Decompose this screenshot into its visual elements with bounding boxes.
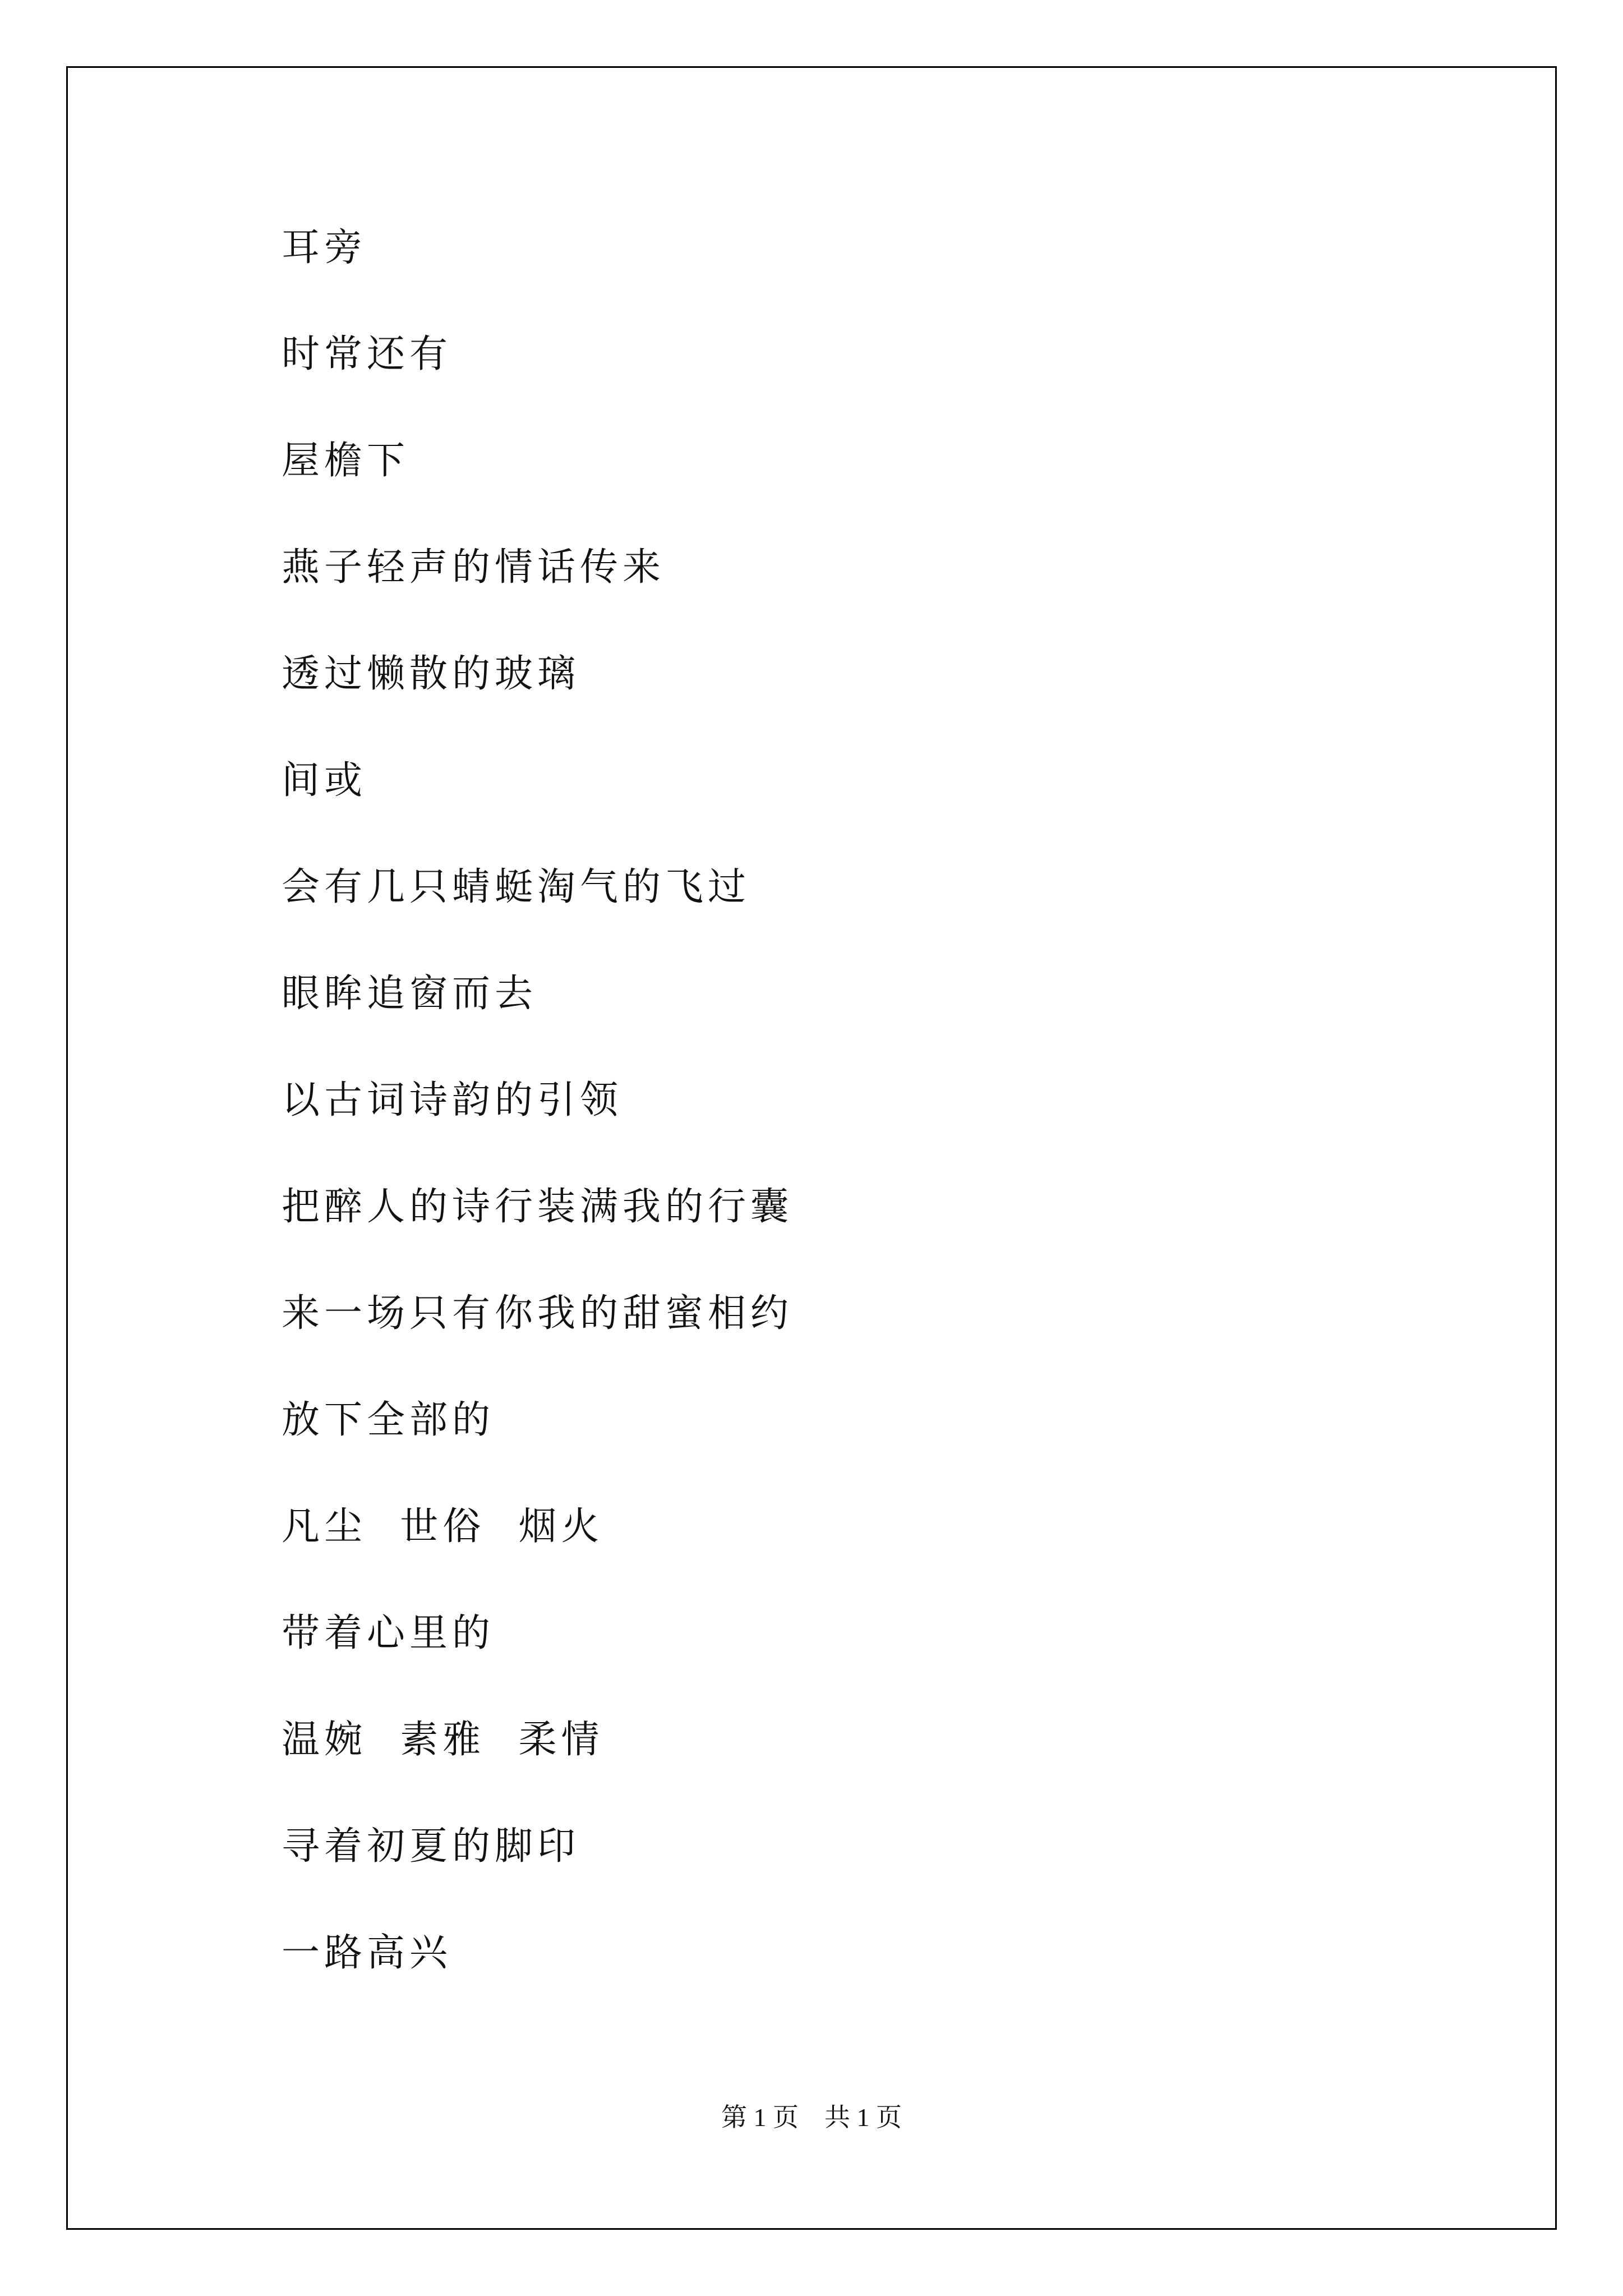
poem-line: 来一场只有你我的甜蜜相约 [282,1291,794,1336]
poem-line: 燕子轻声的情话传来 [282,545,666,590]
poem-line: 寻着初夏的脚印 [282,1824,580,1869]
poem-line: 放下全部的 [282,1398,495,1442]
poem-line: 透过懒散的玻璃 [282,652,580,696]
poem-line: 耳旁 [282,226,367,270]
page-footer: 第 1 页 共 1 页 [721,2103,902,2132]
poem-line: 一路高兴 [282,1931,453,1975]
poem-line: 凡尘 世俗 烟火 [282,1504,604,1549]
poem-line: 会有几只蜻蜓淘气的飞过 [282,865,751,909]
poem-line: 眼眸追窗而去 [282,972,538,1016]
poem-line: 以古词诗韵的引领 [282,1078,623,1122]
page-border [66,66,1557,2230]
poem-line: 时常还有 [282,332,453,376]
poem-line: 带着心里的 [282,1611,495,1655]
poem-line: 温婉 素雅 柔情 [282,1718,604,1762]
poem-line: 把醉人的诗行装满我的行囊 [282,1185,794,1229]
poem-line: 屋檐下 [282,439,410,483]
poem-line: 间或 [282,758,367,803]
